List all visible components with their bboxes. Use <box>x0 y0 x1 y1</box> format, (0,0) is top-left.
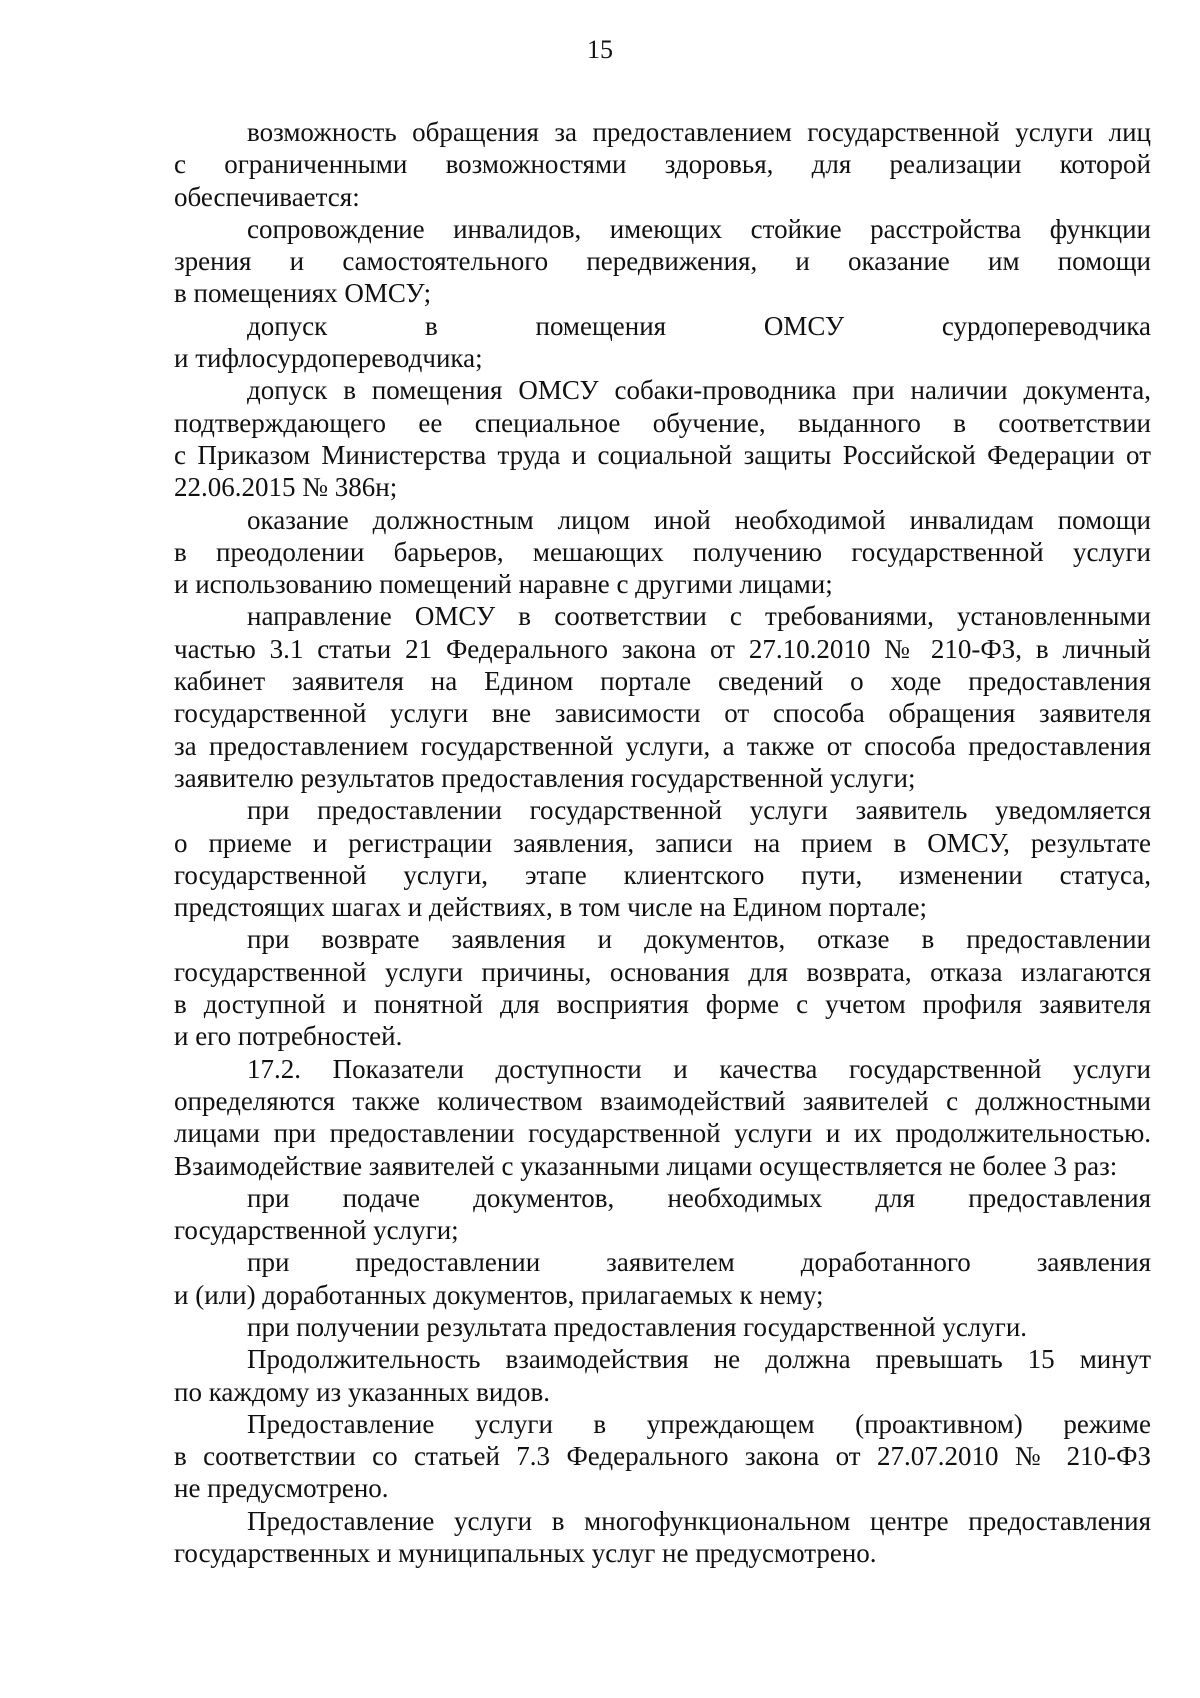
text-line: и тифлосурдопереводчика; <box>174 343 483 374</box>
text-line: и его потребностей. <box>174 1021 403 1052</box>
text-line: частью 3.1 статьи 21 Федерального закона от 27.10.2010 № 210-ФЗ, в личный <box>174 633 1151 664</box>
text-line: в доступной и понятной для восприятия форме с учетом профиля заявителя <box>174 989 1151 1020</box>
paragraph <box>174 1246 1151 1311</box>
text-line: кабинет заявителя на Едином портале сведений о ходе предоставления <box>174 666 1151 697</box>
page-number: 15 <box>587 35 613 64</box>
text-line: направление ОМСУ в соответствии с требованиями, установленными <box>247 601 1151 632</box>
text-line: лицами при предоставлении государственной услуги и их продолжительностью. <box>174 1118 1151 1149</box>
text-line: Предоставление услуги в многофункциональном центре предоставления <box>247 1505 1151 1536</box>
text-line: при предоставлении государственной услуги заявитель уведомляется <box>247 795 1151 826</box>
paragraph <box>174 1311 1151 1343</box>
document-body <box>174 116 1151 1569</box>
text-line: государственной услуги; <box>174 1215 459 1246</box>
text-line: при получении результата предоставления государственной услуги. <box>247 1311 1028 1342</box>
paragraph <box>174 213 1151 310</box>
text-line: и (или) доработанных документов, прилагаемых к нему; <box>174 1279 824 1310</box>
text-line: 17.2. Показатели доступности и качества государственной услуги <box>247 1053 1151 1084</box>
text-line: Продолжительность взаимодействия не должна превышать 15 минут <box>247 1344 1151 1375</box>
text-line: государственной услуги, этапе клиентского пути, изменении статуса, <box>174 859 1151 890</box>
text-line: по каждому из указанных видов. <box>174 1376 551 1407</box>
text-line: предстоящих шагах и действиях, в том числе на Едином портале; <box>174 892 928 923</box>
paragraph <box>174 794 1151 923</box>
text-line: о приеме и регистрации заявления, записи на прием в ОМСУ, результате <box>174 827 1151 858</box>
text-line: 22.06.2015 № 386н; <box>174 472 398 503</box>
text-line: с ограниченными возможностями здоровья, для реализации которой <box>174 149 1151 180</box>
text-line: сопровождение инвалидов, имеющих стойкие расстройства функции <box>247 213 1151 244</box>
text-line: в помещениях ОМСУ; <box>174 278 432 309</box>
text-line: заявителю результатов предоставления государственной услуги; <box>174 762 916 793</box>
paragraph <box>174 1408 1151 1505</box>
text-line: допуск в помещения ОМСУ сурдопереводчика <box>247 310 1151 341</box>
paragraph <box>174 600 1151 794</box>
text-line: Взаимодействие заявителей с указанными лицами осуществляется не более 3 раз: <box>174 1150 1118 1181</box>
text-line: с Приказом Министерства труда и социальной защиты Российской Федерации от <box>174 439 1151 470</box>
text-line: в преодолении барьеров, мешающих получению государственной услуги <box>174 536 1151 567</box>
text-line: при предоставлении заявителем доработанного заявления <box>247 1247 1151 1278</box>
text-line: оказание должностным лицом иной необходимой инвалидам помощи <box>247 504 1151 535</box>
paragraph <box>174 504 1151 601</box>
paragraph <box>174 1505 1151 1570</box>
text-line: не предусмотрено. <box>174 1473 389 1504</box>
text-line: за предоставлением государственной услуги, а также от способа предоставления <box>174 730 1151 761</box>
paragraph <box>174 1182 1151 1247</box>
text-line: и использованию помещений наравне с другими лицами; <box>174 569 833 600</box>
text-line: в соответствии со статьей 7.3 Федерального закона от 27.07.2010 № 210-ФЗ <box>174 1441 1151 1472</box>
paragraph <box>174 374 1151 503</box>
text-line: Предоставление услуги в упреждающем (проактивном) режиме <box>247 1408 1151 1439</box>
text-line: при подаче документов, необходимых для предоставления <box>247 1182 1151 1213</box>
text-line: допуск в помещения ОМСУ собаки-проводника при наличии документа, <box>247 375 1151 406</box>
text-line: определяются также количеством взаимодействий заявителей с должностными <box>174 1085 1151 1116</box>
paragraph <box>174 923 1151 1052</box>
paragraph <box>174 1053 1151 1182</box>
text-line: государственных и муниципальных услуг не предусмотрено. <box>174 1538 877 1569</box>
text-line: обеспечивается: <box>174 181 360 212</box>
paragraph <box>174 1343 1151 1408</box>
text-line: государственной услуги вне зависимости от способа обращения заявителя <box>174 698 1151 729</box>
text-line: зрения и самостоятельного передвижения, и оказание им помощи <box>174 246 1151 277</box>
text-line: возможность обращения за предоставлением государственной услуги лиц <box>247 117 1151 147</box>
paragraph <box>174 116 1151 213</box>
text-line: государственной услуги причины, основания для возврата, отказа излагаются <box>174 956 1151 987</box>
text-line: при возврате заявления и документов, отказе в предоставлении <box>247 924 1151 955</box>
text-line: подтверждающего ее специальное обучение, выданного в соответствии <box>174 407 1151 438</box>
paragraph <box>174 310 1151 375</box>
